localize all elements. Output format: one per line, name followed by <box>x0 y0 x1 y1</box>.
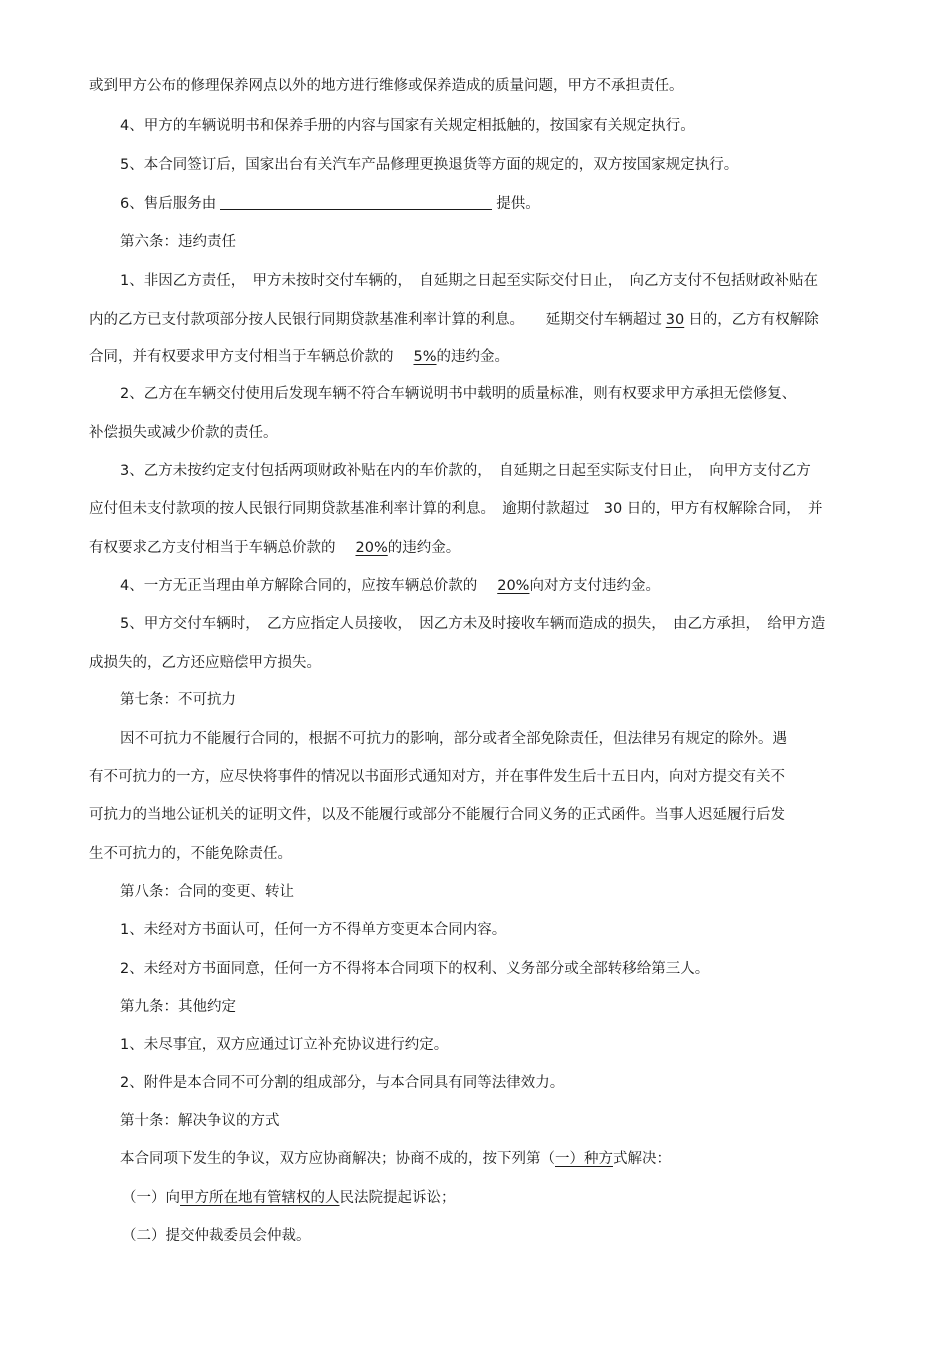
court-location: 甲方所在地有管辖权的人 <box>180 1190 340 1206</box>
text-span: 日的，乙方有权解除 <box>688 312 819 328</box>
clause-5-5: 5、本合同签订后，国家出台有关汽车产品修理更换退货等方面的规定的，双方按国家规定执行。 <box>120 157 739 173</box>
dispute-method-choice: 一）种方 <box>555 1151 613 1167</box>
clause-7-line2: 有不可抗力的一方，应尽快将事件的情况以书面形式通知对方，并在事件发生后十五日内，向对方提交有关不 <box>89 769 785 785</box>
clause-6-5-line1: 5、甲方交付车辆时， 乙方应指定人员接收， 因乙方未及时接收车辆而造成的损失， 由乙方承担， 给甲方造 <box>120 616 826 632</box>
clause-6-2-line2: 补偿损失或减少价款的责任。 <box>89 425 278 441</box>
clause-8-1: 1、未经对方书面认可，任何一方不得单方变更本合同内容。 <box>120 922 507 938</box>
text-span: 内的乙方已支付款项部分按人民银行同期贷款基准利率计算的利息。 延期交付车辆超过 <box>89 312 662 328</box>
clause-7-line4: 生不可抗力的，不能免除责任。 <box>89 846 292 862</box>
text-span: （一）向 <box>122 1190 180 1206</box>
text-span: 有权要求乙方支付相当于车辆总价款的 <box>89 540 336 556</box>
clause-6-3-line2: 应付但未支付款项的按人民银行同期贷款基准利率计算的利息。 逾期付款超过 30 日的，甲方有权解除合同， 并 <box>89 501 823 517</box>
section-heading-9: 第九条：其他约定 <box>120 999 236 1015</box>
text-span: 民法院提起诉讼； <box>339 1190 456 1206</box>
text-span: 的违约金。 <box>436 349 510 365</box>
penalty-percent-value: 20% <box>497 578 530 594</box>
section-heading-10: 第十条：解决争议的方式 <box>120 1113 280 1129</box>
clause-9-2: 2、附件是本合同不可分割的组成部分，与本合同具有同等法律效力。 <box>120 1075 565 1091</box>
clause-6-5-line2: 成损失的，乙方还应赔偿甲方损失。 <box>89 655 321 671</box>
clause-6-3-line1: 3、乙方未按约定支付包括两项财政补贴在内的车价款的， 自延期之日起至实际支付日止， 向甲方支付乙方 <box>120 463 811 479</box>
penalty-percent-value: 20% <box>355 540 388 556</box>
clause-8-2: 2、未经对方书面同意，任何一方不得将本合同项下的权利、义务部分或全部转移给第三人。 <box>120 961 710 977</box>
clause-6-1-line1: 1、非因乙方责任， 甲方未按时交付车辆的， 自延期之日起至实际交付日止， 向乙方支付不包括财政补贴在 <box>120 273 818 289</box>
clause-6-1-line2 <box>89 310 819 330</box>
section-heading-6: 第六条：违约责任 <box>120 234 236 250</box>
service-provider-blank[interactable] <box>220 195 492 210</box>
option-litigation <box>122 1188 456 1208</box>
clause-7-line3: 可抗力的当地公证机关的证明文件，以及不能履行或部分不能履行合同义务的正式函件。当事人迟延履行后发 <box>89 807 785 823</box>
clause-6-3-line3 <box>89 538 460 558</box>
text-span: 本合同项下发生的争议，双方应协商解决；协商不成的，按下列第（ <box>120 1151 555 1167</box>
clause-10-intro <box>120 1149 671 1169</box>
clause-5-6-tail: 提供。 <box>496 196 540 212</box>
option-arbitration: （二）提交仲裁委员会仲裁。 <box>122 1228 311 1244</box>
text-span: 式解决： <box>613 1151 671 1167</box>
clause-6-2-line1: 2、乙方在车辆交付使用后发现车辆不符合车辆说明书中载明的质量标准，则有权要求甲方承担无偿修复、 <box>120 386 797 402</box>
penalty-percent-value: 5% <box>413 349 437 365</box>
clause-6-4 <box>120 576 660 596</box>
text-span: 4、一方无正当理由单方解除合同的，应按车辆总价款的 <box>120 578 478 594</box>
text-span: 的违约金。 <box>387 540 461 556</box>
section-heading-8: 第八条：合同的变更、转让 <box>120 884 294 900</box>
delay-days-value: 30 <box>665 312 685 328</box>
clause-7-line1: 因不可抗力不能履行合同的，根据不可抗力的影响，部分或者全部免除责任，但法律另有规定的除外。遇 <box>120 731 787 747</box>
text-line: 或到甲方公布的修理保养网点以外的地方进行维修或保养造成的质量问题，甲方不承担责任。 <box>89 78 684 94</box>
text-span: 向对方支付违约金。 <box>529 578 660 594</box>
clause-9-1: 1、未尽事宜，双方应通过订立补充协议进行约定。 <box>120 1037 449 1053</box>
text-span: 合同，并有权要求甲方支付相当于车辆总价款的 <box>89 349 394 365</box>
clause-5-6 <box>120 194 540 214</box>
clause-5-4: 4、甲方的车辆说明书和保养手册的内容与国家有关规定相抵触的，按国家有关规定执行。 <box>120 118 695 134</box>
section-heading-7: 第七条：不可抗力 <box>120 692 236 708</box>
clause-6-1-line3 <box>89 347 509 367</box>
clause-5-6-text: 6、售后服务由 <box>120 196 217 212</box>
